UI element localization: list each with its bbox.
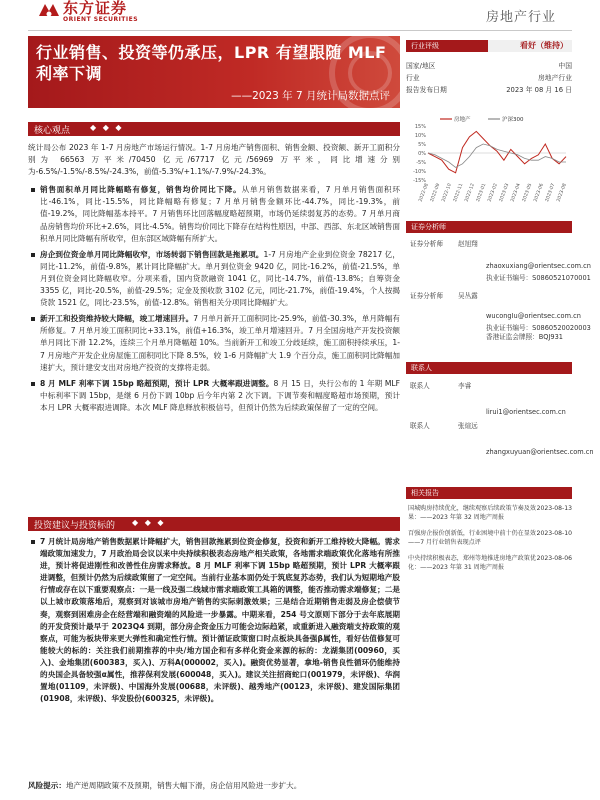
- x-tick-label: 2023-05: [522, 182, 534, 203]
- page-header: [0, 0, 600, 32]
- x-tick-label: 2023-06: [533, 182, 545, 203]
- y-tick-label: -5%: [416, 160, 426, 166]
- risk-warning: [28, 780, 400, 792]
- info-key: 行业: [406, 74, 420, 82]
- performance-chart: [406, 114, 572, 210]
- x-tick-label: 2023-07: [545, 182, 557, 203]
- contact-email[interactable]: zhangxuyuan@orientsec.com.cn: [486, 448, 594, 456]
- bullet-bold: 房企到位资金单月同比降幅收窄，市场转弱下销售回款是拖累项。: [40, 249, 264, 259]
- related-report-date: 2023-08-06: [536, 555, 572, 562]
- x-tick-label: 2022-09: [430, 182, 442, 203]
- analyst-email[interactable]: zhaoxuxiang@orientsec.com.cn: [486, 262, 591, 270]
- series-line-0: [428, 131, 566, 172]
- legend-label: 沪深300: [502, 117, 524, 123]
- y-tick-label: 15%: [414, 124, 426, 130]
- risk-text: 地产逆周期政策不及预期，销售大幅下滑，房企信用风险进一步扩大。: [65, 781, 302, 790]
- related-report-title[interactable]: 国城购房持续优化，继续观察后续政策节奏及效果：——2023 年第 32 周地产周报: [408, 505, 536, 521]
- invest-label: 投资建议与投资标的: [34, 521, 116, 531]
- y-tick-label: 10%: [414, 133, 426, 139]
- info-value: 2023 年 08 月 16 日: [506, 86, 572, 94]
- report-title: 行业销售、投资等仍承压，LPR 有望跟随 MLF 利率下调: [36, 43, 387, 83]
- related-report-item[interactable]: [406, 505, 572, 522]
- rating-label: 行业评级: [411, 42, 439, 50]
- contact-heading: [406, 362, 572, 374]
- logo-english-text: ORIENT SECURITIES: [63, 16, 139, 23]
- info-row-industry: [406, 72, 572, 82]
- contact-name: 张煊远: [458, 422, 478, 430]
- x-tick-label: 2022-08: [418, 182, 430, 203]
- contact-heading-label: 联系人: [411, 364, 432, 372]
- orient-logo-icon: [38, 2, 60, 18]
- related-report-title[interactable]: 中央持续积极表态，郑州等地推进房地产政策优化：——2023 年第 31 周地产周报: [408, 555, 536, 571]
- core-bullet-sales: [28, 184, 400, 244]
- info-row-region: [406, 60, 572, 70]
- x-tick-label: 2023-02: [487, 182, 499, 203]
- logo-chinese-text: 东方证券: [63, 0, 128, 17]
- info-key: 报告发布日期: [406, 86, 447, 94]
- invest-heading: [28, 517, 400, 531]
- info-value: 中国: [558, 62, 572, 70]
- x-tick-label: 2023-04: [510, 182, 522, 203]
- legend-label: 房地产: [454, 117, 471, 123]
- related-report-title[interactable]: 百强房企报价创新低，行业困境中前十仍在显效：——7 月行业销售表现点评: [408, 530, 543, 546]
- analyst-hk-license: 香港证监会牌照：BQJ931: [486, 333, 563, 341]
- title-banner: [28, 36, 400, 108]
- bullet-text: 1-7 月房地产企业到位资金 78217 亿，同比-11.2%，前值-9.8%，累计同比降幅扩大。单月到位资金 9420 亿，同比-16.2%，前值-21.5%，单月到位资金同比降幅收窄。分项来看，国内贷款融资 1041 亿，同比-14.7%，前值-13.8%；自筹资金 3355 亿，同比-20.5%，前值-29.5%；定金及预收款 3102 亿元，同比-21.7%，前值-19.4%，个人按揭贷款 1521 亿，同比-23.5%，前值-12.8%。销售相关分项同比降幅扩大。: [40, 249, 400, 308]
- analyst-cert: 执业证书编号：S0860520020003: [486, 323, 591, 332]
- analyst-cert: 执业证书编号：S0860521070001: [486, 273, 591, 282]
- core-intro: 统计局公布 2023 年 1-7 月房地产市场运行情况。1-7 月房地产销售面积、销售金额、投资额、新开工面积分别为 66563 万平米/70450 亿元/67717 亿元/56969 万平米，同比增速分别为-6.5%/-1.5%/-8.5%/-24.3%，前值-5.3%/+1.1%/-7.9%/-24.3%。: [28, 143, 400, 177]
- related-reports-list: [406, 505, 572, 572]
- info-key: 国家/地区: [406, 62, 436, 70]
- analyst-role: 证券分析师: [410, 292, 443, 300]
- performance-chart-svg: [406, 114, 572, 210]
- y-tick-label: 5%: [418, 142, 426, 148]
- core-views-heading: [28, 122, 400, 136]
- heading-dots-icon: ◆ ◆ ◆: [132, 518, 166, 527]
- bullet-text: 从单月销售数据来看，7 月单月销售面积环比-46.1%，同比-15.5%，同比降幅略有修复；7 月单月销售金额环比-44.7%，同比-19.3%，前值-19.2%，同比降幅基本持平。7 月销售环比回落幅度略超预期，市场仍延续弱复苏的态势。7 月单月商品房销售均价环比+2.6%，同比-4.5%。销售均价同比下降存在结构性原因，中部、西部、东北区域销售面积单月同比降幅有所收窄，但东部区域降幅有所扩大。: [40, 185, 400, 243]
- x-tick-label: 2022-12: [464, 182, 476, 203]
- invest-bullet: 7 月统计局房地产销售数据累计降幅扩大，销售回款拖累到位资金修复，投资和新开工维持较大降幅。需求端政策加速发力，7 月政治局会议以来中央持续积极表态房地产相关政策，各地需求端政策优化落地有所推进，预计将促进刚性和改善性住房需求释放。8 月 MLF 利率下调 15bp 略超预期，预计 LPR 大概率跟进调整，但预计仍然为后续政策留了一定空间。当前行业基本面仍处于筑底复苏态势，我们认为短期地产股行情或存在以下重要观察点：一是一线及强二线城市需求端政策工具箱的调整，能否推动需求端修复；二是以上城市政策落地后，观察到对该城市房地产销售的实际刺激效果；三是结合近期销售走弱及房企偿债节奏，观察到困难房企在经营端和融资端的风险进一步暴露。中期来看，254 号文原则下部分于去年底展期的开发贷预计最早于 2023Q4 到期，部分房企资金压力可能会边际趋紧，或重新进入融资端支持政策的观察点，可能为板块带来更大弹性和确定性行情。预计循证政策窗口时点板块具备强β属性，看好估值修复可能较大的标的：关注我们前期推荐的中央/地方国企和有多样化资金来源的标的：龙湖集团(00960，买入)、金地集团(600383，买入)、万科A(000002，买入)。融资优势显著，拿地-销售良性循环仍能维持的央国企具备较强α属性，推荐保利发展(600048，买入)。建议关注招商蛇口(001979，未评级)、华润置地(01109，未评级)、中国海外发展(00688，未评级)、越秀地产(00123，未评级)、建发国际集团(01908，未评级)、华发股份(600325，未评级)。: [28, 536, 400, 705]
- contact-name: 李睿: [458, 382, 472, 390]
- analyst-email[interactable]: wucongIu@orientsec.com.cn: [486, 312, 581, 320]
- risk-label: 风险提示：: [28, 781, 66, 790]
- x-tick-label: 2022-11: [453, 182, 465, 203]
- logo: [38, 0, 138, 24]
- x-tick-label: 2023-08: [556, 182, 568, 203]
- related-report-item[interactable]: [406, 555, 572, 572]
- core-bullet-mlf: [28, 378, 400, 414]
- contact-email[interactable]: lirui1@orientsec.com.cn: [486, 408, 566, 416]
- analyst-role: 证券分析师: [410, 240, 443, 248]
- y-tick-label: -15%: [413, 178, 426, 184]
- core-views-body: [28, 142, 400, 418]
- bullet-bold: 销售面积单月同比降幅略有修复，销售均价同比下降。: [40, 185, 242, 195]
- related-heading: [406, 487, 572, 499]
- header-divider: [28, 30, 572, 31]
- contact-role: 联系人: [410, 382, 430, 390]
- y-tick-label: -10%: [413, 169, 426, 175]
- industry-tag: 房地产行业: [485, 10, 556, 25]
- bullet-bold: 新开工和投资维持较大降幅，竣工增速回升。: [40, 314, 194, 324]
- industry-rating: [406, 40, 572, 52]
- rating-value: 看好（维持）: [520, 41, 568, 50]
- core-views-label: 核心观点: [34, 126, 71, 136]
- invest-body: [28, 536, 400, 709]
- y-tick-label: 0%: [418, 151, 426, 157]
- analyst-name: 吴丛露: [458, 292, 478, 300]
- analyst-heading: [406, 221, 572, 233]
- x-tick-label: 2022-10: [441, 182, 453, 203]
- heading-dots-icon: ◆ ◆ ◆: [90, 123, 124, 132]
- bullet-text: 7 月单月新开工面积同比-25.9%，前值-30.3%，单月降幅有所修复。7 月单月竣工面积同比+33.1%，前值+16.3%，竣工单月增速回升。7 月全国房地产开发投资额单月同比下滑 12.2%，连续三个月单月降幅超 10%。当前新开工和竣工分歧延续，施工面积持续承压，1-7 月房地产开发企业房屋施工面积同比下降 8.5%，较 1-6 月降幅扩大 1.9 个百分点，施工面积同比降幅加速扩大，预计建安支出对房地产投资的支撑将走弱。: [40, 314, 400, 372]
- x-tick-label: 2023-03: [499, 182, 511, 203]
- series-line-1: [428, 144, 566, 167]
- report-subtitle: ——2023 年 7 月统计局数据点评: [231, 90, 390, 102]
- analyst-heading-label: 证券分析师: [411, 223, 446, 231]
- contact-role: 联系人: [410, 422, 430, 430]
- core-bullet-funds: [28, 249, 400, 309]
- related-heading-label: 相关报告: [411, 489, 439, 497]
- related-report-item[interactable]: [406, 530, 572, 547]
- related-report-date: 2023-08-10: [536, 530, 572, 537]
- info-value: 房地产行业: [538, 74, 572, 82]
- analyst-name: 赵旭翔: [458, 240, 478, 248]
- bullet-text: 8 月 15 日，央行公布的 1 年期 MLF 中标利率下调 15bp，是继 6 月份下调 10bp 后今年内第 2 次下调。下调节奏和幅度略超市场预期，预计本月 LPR 大概率跟进调降。本次 MLF 降息释放积极信号，但预计仍然为后续政策保留了一定的空间。: [40, 378, 400, 412]
- x-tick-label: 2023-01: [476, 182, 488, 203]
- core-bullet-construction: [28, 313, 400, 373]
- info-row-date: [406, 84, 572, 94]
- related-report-date: 2023-08-13: [536, 505, 572, 512]
- bullet-bold: 8 月 MLF 利率下调 15bp 略超预期，预计 LPR 大概率跟进调整。: [40, 378, 274, 388]
